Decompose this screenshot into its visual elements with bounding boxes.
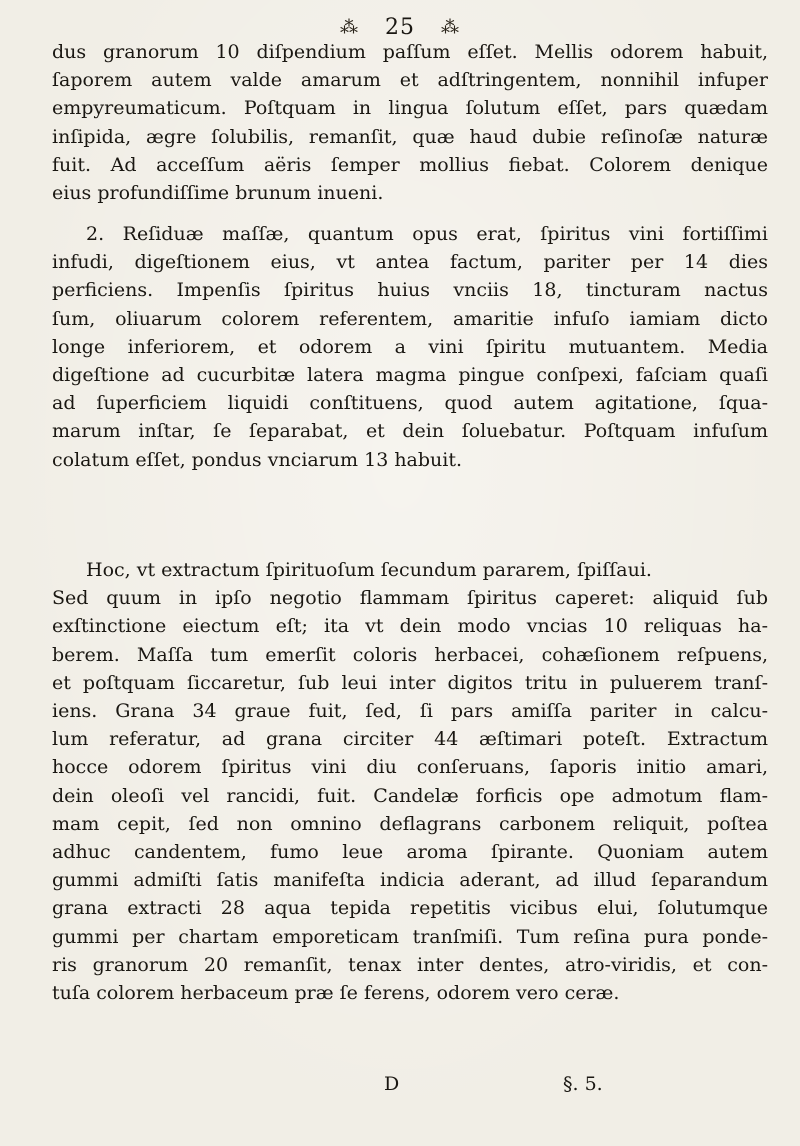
catchword: §. 5. (563, 1073, 603, 1095)
signature-mark: D (384, 1073, 400, 1095)
page-header (0, 14, 800, 40)
text-line: colatum eſſet, pondus vnciarum 13 habuit. (52, 448, 463, 471)
paragraph-1 (52, 38, 768, 207)
text-line: fuit. Ad acceſſum aëris ſemper mollius fiebat. Colorem denique (52, 153, 768, 176)
text-line: hocce odorem ſpiritus vini diu conſeruans, ſaporis initio amari, (52, 756, 768, 779)
text-line: eius profundiſſime brunum inueni. (52, 182, 384, 205)
text-line: 2. Reſiduæ maſſæ, quantum opus erat, ſpiritus vini fortiſſimi (86, 223, 768, 245)
text-line: mam cepit, ſed non omnino deflagrans carbonem reliquit, poſtea (52, 812, 768, 835)
text-line: empyreumaticum. Poſtquam in lingua ſolutum eſſet, pars quædam (52, 97, 768, 120)
text-line: ſum, oliuarum colorem referentem, amaritie infuſo iamiam dicto (52, 307, 768, 330)
text-line: lum referatur, ad grana circiter 44 æſtimari poteſt. Extractum (52, 728, 768, 751)
ornament-right-icon: ⁂ (441, 16, 460, 38)
text-line: perficiens. Impenſis ſpiritus huius vnciis 18, tincturam nactus (52, 279, 768, 302)
text-line: ris granorum 20 remanſit, tenax inter dentes, atro-viridis, et con- (52, 953, 768, 976)
text-line: infudi, digeſtionem eius, vt antea factum, pariter per 14 dies (52, 251, 768, 274)
text-line: digeſtione ad cucurbitæ latera magma pingue conſpexi, faſciam quaſi (52, 364, 768, 387)
text-line: gummi admiſti ſatis manifeſta indicia aderant, ad illud ſeparandum (52, 869, 768, 892)
text-line: dein oleoſi vel rancidi, fuit. Candelæ forficis ope admotum flam- (52, 784, 768, 807)
text-line: grana extracti 28 aqua tepida repetitis vicibus elui, ſolutumque (52, 897, 768, 920)
text-line: inſipida, ægre ſolubilis, remanſit, quæ haud dubie reſinoſæ naturæ (52, 125, 768, 148)
text-line: berem. Maſſa tum emerſit coloris herbacei, cohæſionem reſpuens, (52, 643, 768, 666)
ornament-left-icon: ⁂ (340, 16, 359, 38)
text-line: marum inſtar, ſe ſeparabat, et dein ſoluebatur. Poſtquam infuſum (52, 420, 768, 443)
paragraph-2 (52, 220, 768, 474)
text-line: Hoc, vt extractum ſpirituoſum ſecundum pararem, ſpiſſaui. (86, 559, 652, 581)
text-line: ſaporem autem valde amarum et adſtringentem, nonnihil infuper (52, 69, 768, 92)
page-number: 25 (385, 14, 415, 40)
text-line: Sed quum in ipſo negotio flammam ſpiritus caperet: aliquid ſub (52, 587, 768, 610)
paragraph-3 (52, 556, 768, 1007)
text-line: adhuc candentem, fumo leue aroma ſpirante. Quoniam autem (52, 841, 768, 864)
text-line: iens. Grana 34 graue fuit, ſed, ſi pars amiſſa pariter in calcu- (52, 700, 768, 723)
text-line: tuſa colorem herbaceum præ ſe ferens, odorem vero ceræ. (52, 982, 620, 1005)
text-line: dus granorum 10 diſpendium paſſum eſſet. Mellis odorem habuit, (52, 41, 768, 63)
text-line: exſtinctione eiectum eſt; ita vt dein modo vncias 10 reliquas ha- (52, 615, 768, 638)
text-line: gummi per chartam emporeticam tranſmiſi. Tum reſina pura ponde- (52, 925, 768, 948)
text-line: ad ſuperficiem liquidi conſtituens, quod autem agitatione, ſqua- (52, 392, 768, 415)
text-line: longe inferiorem, et odorem a vini ſpiritu mutuantem. Media (52, 335, 768, 358)
text-line: et poſtquam ſiccaretur, ſub leui inter digitos tritu in puluerem tranſ- (52, 671, 768, 694)
